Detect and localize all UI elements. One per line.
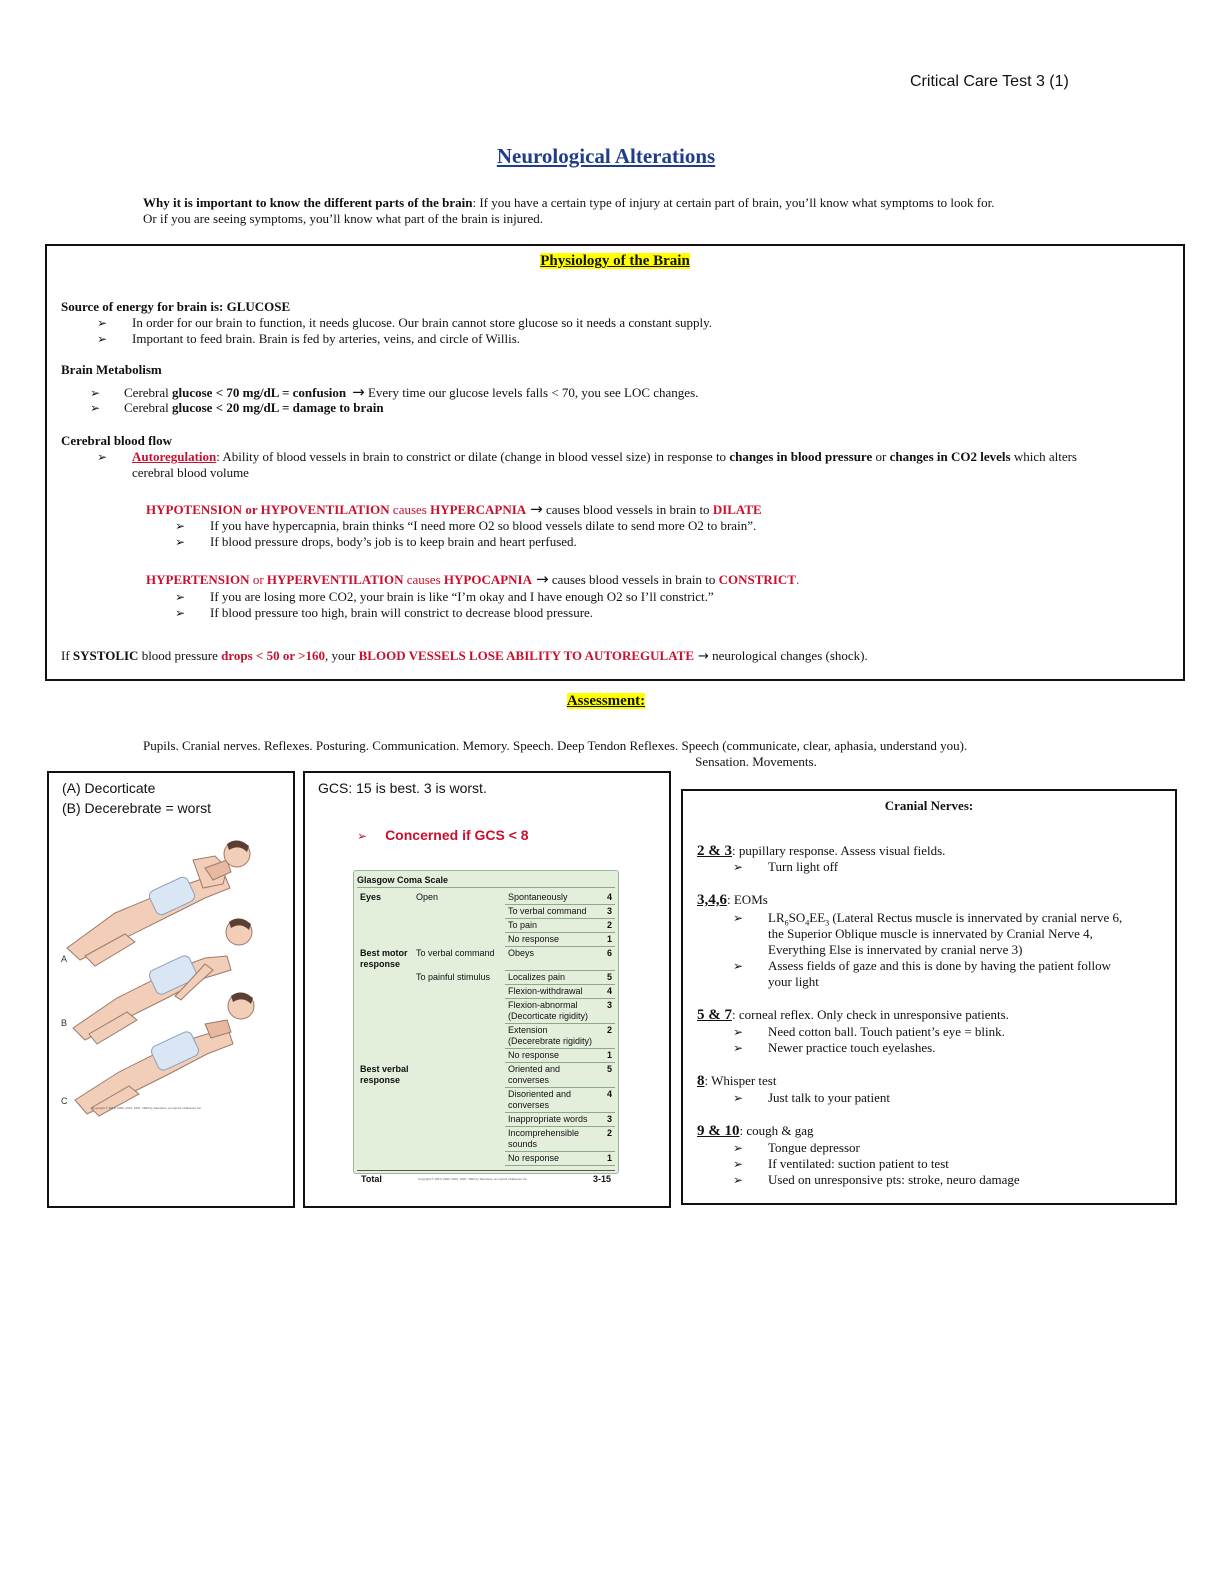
cn-3-4-6-item-1-line-3: Everything Else is innervated by cranial nerve 3) (768, 942, 1023, 957)
gcs-score: 3 (599, 999, 615, 1024)
bullet-arrow-icon: ➢ (357, 829, 368, 843)
gcs-score: 3 (599, 1113, 615, 1127)
gcs-row (357, 985, 615, 999)
figure-label-b: B (61, 1018, 68, 1028)
gcs-response: Inappropriate words (505, 1113, 599, 1127)
gcs-row (357, 919, 615, 933)
gcs-stimulus (413, 1152, 505, 1166)
gcs-score: 6 (599, 947, 615, 971)
gcs-stimulus (413, 1127, 505, 1152)
assessment-heading-wrap (0, 693, 1212, 710)
figure-label-a: A (61, 954, 68, 964)
gcs-stimulus (413, 1024, 505, 1049)
bullet-arrow-icon: ➢ (733, 911, 744, 925)
physiology-heading-wrap (45, 253, 1185, 270)
gcs-total-value: 3-15 (592, 1174, 611, 1184)
gcs-concern: ➢ Concerned if GCS < 8 (357, 827, 529, 843)
gcs-response: No response (505, 933, 599, 947)
cn-5-7-item-1: ➢ Need cotton ball. Touch patient’s eye = blink. (733, 1024, 1005, 1039)
gcs-category: Eyes (360, 892, 382, 902)
gcs-category: Best verbal response (360, 1063, 409, 1085)
intro-lead-rest: : If you have a certain type of injury at certain part of brain, you’ll know what symptoms to look for. (472, 195, 995, 210)
bullet-arrow-icon: ➢ (97, 332, 108, 346)
gcs-row (357, 1063, 615, 1088)
bullet-arrow-icon: ➢ (175, 590, 186, 604)
gcs-score: 1 (599, 933, 615, 947)
autoregulation-line-1: ➢ Autoregulation: Ability of blood vessels in brain to constrict or dilate (change in blood vessel size) in response to changes in blood pressure or changes in CO2 levels which alters (97, 449, 1077, 464)
gcs-row (357, 933, 615, 947)
systolic-line: If SYSTOLIC blood pressure drops < 50 or >160, your BLOOD VESSELS LOSE ABILITY TO AUTOREGULATE → neurological changes (shock). (61, 648, 868, 664)
gcs-table (357, 891, 615, 1166)
posturing-copyright: Copyright © 2010, 2006, 2001, 1997, 1993 by Saunders, an imprint of Elsevier Inc. (92, 1106, 202, 1110)
posturing-label-a: (A) Decorticate (62, 780, 156, 796)
hypo-item-2: ➢ If blood pressure drops, body’s job is to keep brain and heart perfused. (175, 534, 577, 549)
gcs-stimulus (413, 1088, 505, 1113)
gcs-score: 2 (599, 1024, 615, 1049)
gcs-row (357, 1024, 615, 1049)
bullet-arrow-icon: ➢ (90, 386, 101, 400)
gcs-response: Spontaneously (505, 891, 599, 905)
cn-3-4-6: 3,4,6: EOMs (697, 892, 768, 908)
right-arrow-icon: → (530, 500, 543, 518)
gcs-row (357, 999, 615, 1024)
bullet-arrow-icon: ➢ (97, 316, 108, 330)
gcs-score: 4 (599, 985, 615, 999)
bullet-arrow-icon: ➢ (733, 1173, 744, 1187)
cn-3-4-6-item-2-line-2: your light (768, 974, 819, 989)
gcs-category (357, 971, 413, 985)
intro-lead: Why it is important to know the different parts of the brain (143, 195, 473, 210)
cn-2-3: 2 & 3: pupillary response. Assess visual fields. (697, 843, 946, 859)
bullet-arrow-icon: ➢ (733, 1091, 744, 1105)
gcs-stimulus (413, 999, 505, 1024)
bullet-arrow-icon: ➢ (90, 401, 101, 415)
gcs-row (357, 1152, 615, 1166)
cn-3-4-6-item-1: ➢ $LR_6SO_4EE_3$ (Lateral Rectus muscle is innervated by cranial nerve 6, (733, 910, 1123, 928)
right-arrow-icon: → (536, 570, 549, 588)
cn-9-10: 9 & 10: cough & gag (697, 1123, 814, 1139)
gcs-score: 5 (599, 1063, 615, 1088)
gcs-stimulus: Open (416, 892, 439, 902)
cn-5-7-item-2: ➢ Newer practice touch eyelashes. (733, 1040, 936, 1055)
gcs-stimulus: To verbal command (416, 947, 495, 958)
bullet-arrow-icon: ➢ (733, 1141, 744, 1155)
gcs-category (357, 1113, 413, 1127)
cn-8-item-1: ➢ Just talk to your patient (733, 1090, 891, 1105)
figure-label-c: C (61, 1096, 68, 1106)
cn-3-4-6-item-2: ➢ Assess fields of gaze and this is done by having the patient follow (733, 958, 1111, 973)
gcs-category (357, 933, 413, 947)
assessment-line-2: Sensation. Movements. (695, 754, 817, 769)
cn-9-10-item-3: ➢ Used on unresponsive pts: stroke, neuro damage (733, 1172, 1020, 1187)
bullet-arrow-icon: ➢ (175, 535, 186, 549)
intro-line-1 (143, 195, 994, 211)
energy-item-1: ➢ In order for our brain to function, it needs glucose. Our brain cannot store glucose so it needs a constant supply. (97, 315, 713, 330)
gcs-copyright: Copyright © 2010, 2006, 2001, 1997, 1993 by Saunders, an imprint of Elsevier Inc. (418, 1177, 528, 1181)
gcs-category (357, 1088, 413, 1113)
gcs-category (357, 1127, 413, 1152)
hypo-heading: HYPOTENSION or HYPOVENTILATION causes HYPERCAPNIA → causes blood vessels in brain to DILATE (146, 500, 762, 518)
hyper-item-2: ➢ If blood pressure too high, brain will constrict to decrease blood pressure. (175, 605, 594, 620)
assessment-line-1: Pupils. Cranial nerves. Reflexes. Posturing. Communication. Memory. Speech. Deep Tendon Reflexes. Speech (communicate, clear, aphasia, understand you). (143, 738, 968, 753)
cranial-heading: Cranial Nerves: (884, 798, 974, 813)
gcs-row (357, 1088, 615, 1113)
gcs-category (357, 999, 413, 1024)
gcs-stimulus (413, 1049, 505, 1063)
posturing-label-b: (B) Decerebrate = worst (62, 800, 211, 816)
bullet-arrow-icon: ➢ (733, 1025, 744, 1039)
bullet-arrow-icon: ➢ (733, 1041, 744, 1055)
gcs-category (357, 1024, 413, 1049)
gcs-table-title: Glasgow Coma Scale (357, 875, 615, 888)
gcs-response: No response (505, 1049, 599, 1063)
bullet-arrow-icon: ➢ (175, 606, 186, 620)
hyper-item-1: ➢ If you are losing more CO2, your brain is like “I’m okay and I have enough O2 so I’ll constrict.” (175, 589, 714, 604)
doc-header-label: Critical Care Test 3 (1) (910, 73, 1069, 90)
gcs-category (357, 985, 413, 999)
gcs-stimulus (413, 985, 505, 999)
gcs-score: 3 (599, 905, 615, 919)
gcs-row (357, 891, 615, 905)
gcs-row (357, 1113, 615, 1127)
cbf-heading: Cerebral blood flow (61, 433, 172, 448)
gcs-stimulus (413, 905, 505, 919)
gcs-response: Flexion-abnormal (Decorticate rigidity) (505, 999, 599, 1024)
hypo-item-1: ➢ If you have hypercapnia, brain thinks “I need more O2 so blood vessels dilate to send more O2 to brain”. (175, 518, 757, 533)
gcs-score: 4 (599, 1088, 615, 1113)
gcs-stimulus (413, 933, 505, 947)
page-title: Neurological Alterations (496, 144, 716, 168)
cn-8: 8: Whisper test (697, 1073, 777, 1089)
gcs-response: No response (505, 1152, 599, 1166)
gcs-response: Flexion-withdrawal (505, 985, 599, 999)
gcs-response: Incomprehensible sounds (505, 1127, 599, 1152)
gcs-score: 2 (599, 1127, 615, 1152)
cn-2-3-item-1: ➢ Turn light off (733, 859, 839, 874)
gcs-stimulus (413, 1063, 505, 1088)
gcs-row (357, 1049, 615, 1063)
gcs-category: Best motor response (360, 947, 408, 969)
right-arrow-icon: → (698, 649, 709, 664)
bullet-arrow-icon: ➢ (175, 519, 186, 533)
cn-3-4-6-item-1-line-2: the Superior Oblique muscle is innervated by Cranial Nerve 4, (768, 926, 1093, 941)
cn-5-7: 5 & 7: corneal reflex. Only check in unresponsive patients. (697, 1007, 1009, 1023)
hyper-heading: HYPERTENSION or HYPERVENTILATION causes HYPOCAPNIA → causes blood vessels in brain to CONSTRICT. (146, 570, 800, 588)
bullet-arrow-icon: ➢ (733, 959, 744, 973)
bullet-arrow-icon: ➢ (97, 450, 108, 464)
gcs-score: 1 (599, 1152, 615, 1166)
figure-a-body (67, 856, 231, 966)
metabolism-item-2: ➢ Cerebral glucose < 20 mg/dL = damage to brain (90, 400, 384, 415)
gcs-stimulus: To painful stimulus (416, 971, 491, 982)
gcs-response: To verbal command (505, 905, 599, 919)
gcs-row (357, 905, 615, 919)
bullet-arrow-icon: ➢ (733, 1157, 744, 1171)
metabolism-heading: Brain Metabolism (61, 362, 162, 377)
cn-9-10-item-1: ➢ Tongue depressor (733, 1140, 860, 1155)
gcs-category (357, 1152, 413, 1166)
assessment-heading: Assessment: (566, 693, 646, 709)
gcs-row (357, 1127, 615, 1152)
gcs-category (357, 919, 413, 933)
gcs-score: 4 (599, 891, 615, 905)
gcs-category (357, 905, 413, 919)
gcs-score: 1 (599, 1049, 615, 1063)
energy-item-2: ➢ Important to feed brain. Brain is fed by arteries, veins, and circle of Willis. (97, 331, 521, 346)
gcs-score: 2 (599, 919, 615, 933)
gcs-category (357, 1049, 413, 1063)
intro-line-2: Or if you are seeing symptoms, you’ll know what part of the brain is injured. (143, 211, 544, 226)
autoregulation-line-2: cerebral blood volume (132, 465, 249, 480)
posturing-figure (55, 838, 290, 1118)
gcs-score: 5 (599, 971, 615, 985)
gcs-response: Disoriented and converses (505, 1088, 599, 1113)
metabolism-item-1: ➢ Cerebral glucose < 70 mg/dL = confusion → Every time our glucose levels falls < 70, you see LOC changes. (90, 383, 699, 401)
gcs-response: Oriented and converses (505, 1063, 599, 1088)
gcs-response: Localizes pain (505, 971, 599, 985)
cn-9-10-item-2: ➢ If ventilated: suction patient to test (733, 1156, 949, 1171)
gcs-row (357, 971, 615, 985)
gcs-note: GCS: 15 is best. 3 is worst. (318, 780, 487, 796)
gcs-row (357, 947, 615, 971)
energy-heading: Source of energy for brain is: GLUCOSE (61, 299, 291, 314)
physiology-heading: Physiology of the Brain (540, 253, 690, 269)
gcs-stimulus (413, 1113, 505, 1127)
gcs-response: Obeys (505, 947, 599, 971)
gcs-response: To pain (505, 919, 599, 933)
gcs-stimulus (413, 919, 505, 933)
gcs-total-label: Total (361, 1174, 382, 1184)
bullet-arrow-icon: ➢ (733, 860, 744, 874)
gcs-response: Extension (Decerebrate rigidity) (505, 1024, 599, 1049)
right-arrow-icon: → (352, 383, 365, 401)
